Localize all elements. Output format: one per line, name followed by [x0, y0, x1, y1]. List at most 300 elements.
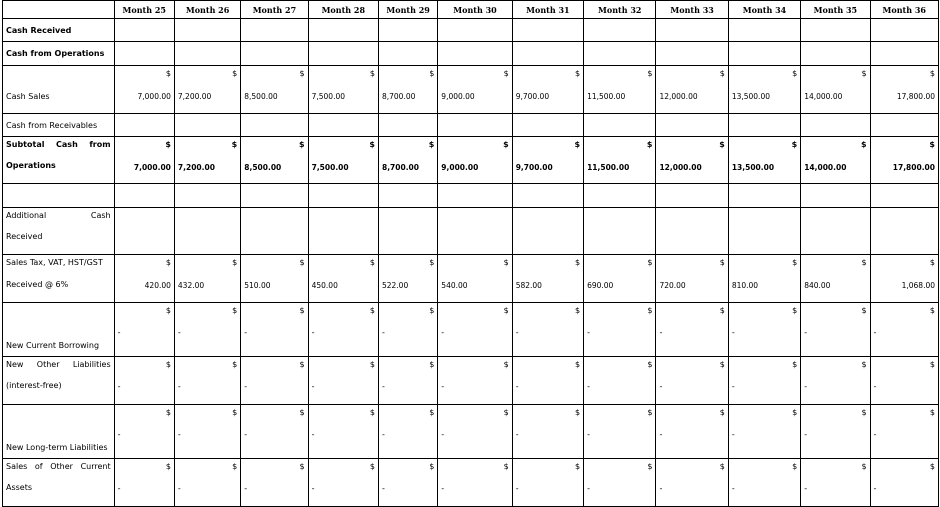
value-cell[interactable] [438, 459, 512, 507]
value-cell[interactable] [870, 255, 938, 303]
currency-symbol: $ [428, 140, 435, 149]
empty-cell[interactable] [114, 114, 174, 137]
label-line-1 [6, 211, 111, 220]
value-cell[interactable] [308, 255, 378, 303]
value-cell[interactable] [174, 255, 240, 303]
header-corner-cell[interactable] [3, 1, 115, 19]
amount-value: 8,700.00 [381, 163, 419, 172]
amount-value: 8,500.00 [244, 92, 278, 101]
label-new-current-borrowing[interactable] [3, 303, 115, 357]
empty-cell[interactable] [114, 208, 174, 255]
value-cell[interactable] [512, 405, 583, 459]
row-cash-from-receivables [3, 114, 939, 137]
header-row [3, 1, 939, 19]
amount-value: 9,000.00 [441, 92, 475, 101]
label-additional-cash[interactable] [3, 208, 115, 255]
dash-value: - [381, 328, 385, 337]
row-sales-other-current-assets [3, 459, 939, 507]
empty-cell[interactable] [114, 19, 174, 42]
label-new-long-term-liabilities[interactable] [3, 405, 115, 459]
amount-value: 8,700.00 [381, 92, 416, 101]
label-word: of [34, 462, 43, 471]
currency-symbol: $ [232, 462, 238, 471]
label-line-2: Received @ 6% [6, 280, 69, 289]
label-word: New [6, 360, 24, 369]
label-sales-other-current-assets[interactable] [3, 459, 115, 507]
empty-cell[interactable] [114, 184, 174, 208]
dash-value: - [381, 430, 385, 439]
currency-symbol: $ [792, 306, 798, 315]
label-word: Cash [90, 211, 111, 220]
empty-cell[interactable] [378, 19, 437, 42]
value-cell[interactable] [174, 303, 240, 357]
empty-cell[interactable] [584, 208, 656, 255]
label-text: Cash Received [6, 25, 72, 35]
label-cash-from-receivables[interactable] [3, 114, 115, 137]
dash-value: - [177, 382, 181, 391]
row-cash-received [3, 19, 939, 42]
currency-symbol: $ [792, 408, 798, 417]
currency-symbol: $ [503, 408, 509, 417]
value-cell[interactable] [241, 255, 308, 303]
empty-cell[interactable] [174, 208, 240, 255]
dash-value: - [659, 484, 663, 493]
empty-cell[interactable] [870, 42, 938, 66]
empty-cell[interactable] [378, 184, 437, 208]
currency-symbol: $ [503, 69, 509, 78]
value-cell[interactable] [174, 66, 240, 114]
label-line-1 [6, 140, 111, 149]
empty-cell[interactable] [584, 19, 656, 42]
dash-value: - [659, 430, 663, 439]
empty-cell[interactable] [241, 114, 308, 137]
value-cell[interactable] [241, 137, 308, 184]
amount-value: 12,000.00 [659, 163, 702, 172]
amount-value: 11,500.00 [587, 92, 626, 101]
dash-value: - [311, 430, 315, 439]
value-cell[interactable] [308, 66, 378, 114]
currency-symbol: $ [165, 408, 171, 417]
amount-value: 11,500.00 [587, 163, 630, 172]
value-cell[interactable] [584, 137, 656, 184]
value-cell[interactable] [512, 137, 583, 184]
value-cell[interactable] [114, 255, 174, 303]
month-header-cell[interactable]: Month 26 [174, 1, 240, 19]
value-cell[interactable] [378, 357, 437, 405]
value-cell[interactable] [584, 405, 656, 459]
value-cell[interactable] [174, 459, 240, 507]
label-line-1: Sales Tax, VAT, HST/GST [6, 258, 103, 267]
currency-symbol: $ [503, 306, 509, 315]
amount-value: 720.00 [659, 281, 686, 290]
value-cell[interactable] [870, 66, 938, 114]
currency-symbol: $ [792, 258, 798, 267]
currency-symbol: $ [574, 360, 581, 369]
currency-symbol: $ [860, 140, 867, 149]
empty-cell[interactable] [512, 114, 583, 137]
empty-cell[interactable] [378, 208, 437, 255]
value-cell[interactable] [241, 303, 308, 357]
empty-cell[interactable] [656, 42, 728, 66]
empty-cell[interactable] [870, 19, 938, 42]
value-cell[interactable] [656, 137, 728, 184]
month-header-cell[interactable]: Month 25 [114, 1, 174, 19]
value-cell[interactable] [870, 405, 938, 459]
currency-symbol: $ [231, 140, 238, 149]
value-cell[interactable] [241, 405, 308, 459]
empty-cell[interactable] [308, 208, 378, 255]
dash-value: - [311, 382, 315, 391]
month-header-cell[interactable]: Month 34 [728, 1, 800, 19]
value-cell[interactable] [728, 303, 800, 357]
dash-value: - [117, 382, 121, 391]
currency-symbol: $ [503, 360, 509, 369]
empty-cell[interactable] [174, 114, 240, 137]
label-line-1 [6, 360, 111, 369]
row-new-long-term-liabilities [3, 405, 939, 459]
dash-value: - [117, 328, 121, 337]
empty-cell[interactable] [438, 208, 512, 255]
empty-cell[interactable] [438, 184, 512, 208]
dash-value: - [873, 430, 877, 439]
currency-symbol: $ [861, 258, 867, 267]
value-cell[interactable] [114, 66, 174, 114]
currency-symbol: $ [503, 462, 509, 471]
value-cell[interactable] [801, 66, 870, 114]
empty-cell[interactable] [870, 208, 938, 255]
value-cell[interactable] [241, 66, 308, 114]
empty-cell[interactable] [870, 114, 938, 137]
currency-symbol: $ [429, 360, 435, 369]
currency-symbol: $ [929, 360, 935, 369]
month-header-cell[interactable]: Month 33 [656, 1, 728, 19]
currency-symbol: $ [719, 408, 725, 417]
empty-cell[interactable] [174, 19, 240, 42]
value-cell[interactable] [114, 137, 174, 184]
value-cell[interactable] [174, 405, 240, 459]
value-cell[interactable] [308, 459, 378, 507]
empty-cell[interactable] [801, 19, 870, 42]
currency-symbol: $ [719, 462, 725, 471]
currency-symbol: $ [503, 258, 509, 267]
row-new-other-liabilities [3, 357, 939, 405]
value-cell[interactable] [308, 357, 378, 405]
dash-value: - [311, 328, 315, 337]
currency-symbol: $ [232, 258, 238, 267]
empty-cell[interactable] [584, 184, 656, 208]
label-cash-from-operations[interactable] [3, 42, 115, 66]
value-cell[interactable] [438, 137, 512, 184]
value-cell[interactable] [870, 357, 938, 405]
value-cell[interactable] [512, 303, 583, 357]
value-cell[interactable] [378, 405, 437, 459]
empty-cell[interactable] [308, 114, 378, 137]
value-cell[interactable] [728, 66, 800, 114]
empty-cell[interactable] [728, 19, 800, 42]
currency-symbol: $ [647, 306, 653, 315]
value-cell[interactable] [378, 137, 437, 184]
month-header-cell[interactable]: Month 28 [308, 1, 378, 19]
dash-value: - [515, 328, 519, 337]
currency-symbol: $ [647, 69, 653, 78]
month-header-cell[interactable]: Month 31 [512, 1, 583, 19]
value-cell[interactable] [801, 255, 870, 303]
value-cell[interactable] [114, 303, 174, 357]
dash-value: - [515, 382, 519, 391]
value-cell[interactable] [801, 137, 870, 184]
currency-symbol: $ [165, 69, 171, 78]
currency-symbol: $ [719, 258, 725, 267]
dash-value: - [587, 382, 590, 391]
dash-value: - [587, 430, 590, 439]
currency-symbol: $ [232, 69, 238, 78]
amount-value: 540.00 [441, 281, 468, 290]
empty-cell[interactable] [241, 42, 308, 66]
amount-value: 1,068.00 [901, 281, 935, 290]
value-cell[interactable] [584, 357, 656, 405]
value-cell[interactable] [870, 137, 938, 184]
dash-value: - [244, 430, 248, 439]
value-cell[interactable] [308, 137, 378, 184]
currency-symbol: $ [719, 360, 725, 369]
value-cell[interactable] [584, 459, 656, 507]
empty-cell[interactable] [512, 19, 583, 42]
dash-value: - [731, 430, 735, 439]
currency-symbol: $ [232, 306, 238, 315]
dash-value: - [731, 328, 735, 337]
dash-value: - [804, 430, 808, 439]
value-cell[interactable] [870, 459, 938, 507]
currency-symbol: $ [861, 306, 867, 315]
value-cell[interactable] [241, 357, 308, 405]
row-cash-sales [3, 66, 939, 114]
empty-cell[interactable] [656, 184, 728, 208]
amount-value: 9,000.00 [441, 163, 479, 172]
empty-cell[interactable] [801, 184, 870, 208]
empty-cell[interactable] [308, 184, 378, 208]
currency-symbol: $ [429, 69, 435, 78]
dash-value: - [587, 484, 590, 493]
empty-label-cell[interactable] [3, 184, 115, 208]
cash-flow-table [2, 0, 939, 507]
dash-value: - [441, 430, 445, 439]
empty-cell[interactable] [114, 42, 174, 66]
dash-value: - [244, 382, 248, 391]
amount-value: 7,200.00 [177, 163, 215, 172]
empty-cell[interactable] [512, 208, 583, 255]
value-cell[interactable] [801, 405, 870, 459]
label-word: Liabilities [72, 360, 111, 369]
empty-cell[interactable] [656, 208, 728, 255]
empty-cell[interactable] [512, 42, 583, 66]
month-header-cell[interactable]: Month 35 [801, 1, 870, 19]
label-text: Cash Sales [6, 92, 50, 101]
currency-symbol: $ [574, 258, 581, 267]
value-cell[interactable] [241, 459, 308, 507]
empty-cell[interactable] [241, 184, 308, 208]
currency-symbol: $ [719, 69, 725, 78]
value-cell[interactable] [512, 66, 583, 114]
value-cell[interactable] [308, 303, 378, 357]
currency-symbol: $ [503, 140, 509, 149]
currency-symbol: $ [719, 140, 725, 149]
currency-symbol: $ [574, 306, 581, 315]
empty-cell[interactable] [728, 208, 800, 255]
currency-symbol: $ [574, 69, 581, 78]
value-cell[interactable] [438, 405, 512, 459]
amount-value: 810.00 [731, 281, 759, 290]
empty-cell[interactable] [438, 19, 512, 42]
currency-symbol: $ [369, 408, 375, 417]
value-cell[interactable] [308, 405, 378, 459]
empty-cell[interactable] [378, 114, 437, 137]
empty-cell[interactable] [801, 42, 870, 66]
amount-value: 7,500.00 [311, 163, 349, 172]
value-cell[interactable] [438, 303, 512, 357]
dash-value: - [731, 484, 735, 493]
value-cell[interactable] [728, 255, 800, 303]
currency-symbol: $ [861, 462, 867, 471]
value-cell[interactable] [378, 459, 437, 507]
empty-cell[interactable] [728, 42, 800, 66]
value-cell[interactable] [174, 357, 240, 405]
value-cell[interactable] [656, 255, 728, 303]
value-cell[interactable] [512, 357, 583, 405]
value-cell[interactable] [801, 357, 870, 405]
empty-cell[interactable] [728, 184, 800, 208]
empty-cell[interactable] [438, 42, 512, 66]
label-word: Subtotal [6, 140, 45, 149]
currency-symbol: $ [647, 462, 653, 471]
row-new-current-borrowing [3, 303, 939, 357]
dash-value: - [177, 430, 181, 439]
empty-cell[interactable] [870, 184, 938, 208]
currency-symbol: $ [369, 360, 375, 369]
month-header-cell[interactable]: Month 27 [241, 1, 308, 19]
value-cell[interactable] [378, 66, 437, 114]
amount-value: 420.00 [144, 281, 171, 290]
amount-value: 690.00 [587, 281, 614, 290]
label-cash-sales[interactable] [3, 66, 115, 114]
value-cell[interactable] [438, 357, 512, 405]
value-cell[interactable] [656, 66, 728, 114]
currency-symbol: $ [792, 360, 798, 369]
empty-cell[interactable] [584, 114, 656, 137]
empty-cell[interactable] [801, 208, 870, 255]
month-header-cell[interactable]: Month 36 [870, 1, 938, 19]
currency-symbol: $ [929, 306, 935, 315]
label-subtotal[interactable] [3, 137, 115, 184]
empty-cell[interactable] [438, 114, 512, 137]
value-cell[interactable] [728, 137, 800, 184]
dash-value: - [515, 484, 519, 493]
amount-value: 9,700.00 [515, 92, 550, 101]
empty-cell[interactable] [728, 114, 800, 137]
amount-value: 13,500.00 [731, 92, 770, 101]
value-cell[interactable] [114, 405, 174, 459]
value-cell[interactable] [801, 303, 870, 357]
value-cell[interactable] [656, 405, 728, 459]
currency-symbol: $ [647, 408, 653, 417]
currency-symbol: $ [165, 360, 171, 369]
empty-cell[interactable] [656, 19, 728, 42]
currency-symbol: $ [574, 462, 581, 471]
month-header-cell[interactable]: Month 30 [438, 1, 512, 19]
value-cell[interactable] [728, 459, 800, 507]
dash-value: - [381, 382, 385, 391]
empty-cell[interactable] [308, 42, 378, 66]
month-header-cell[interactable]: Month 29 [378, 1, 437, 19]
currency-symbol: $ [165, 462, 171, 471]
amount-value: 7,500.00 [311, 92, 346, 101]
empty-cell[interactable] [378, 42, 437, 66]
value-cell[interactable] [438, 66, 512, 114]
label-word: Cash [56, 140, 78, 149]
currency-symbol: $ [232, 408, 238, 417]
value-cell[interactable] [728, 357, 800, 405]
amount-value: 17,800.00 [896, 92, 935, 101]
empty-cell[interactable] [584, 42, 656, 66]
value-cell[interactable] [728, 405, 800, 459]
empty-cell[interactable] [174, 42, 240, 66]
label-cash-received[interactable] [3, 19, 115, 42]
empty-cell[interactable] [801, 114, 870, 137]
currency-symbol: $ [861, 408, 867, 417]
value-cell[interactable] [584, 303, 656, 357]
currency-symbol: $ [646, 140, 653, 149]
amount-value: 7,200.00 [177, 92, 212, 101]
label-sales-tax[interactable] [3, 255, 115, 303]
value-cell[interactable] [584, 255, 656, 303]
value-cell[interactable] [512, 459, 583, 507]
value-cell[interactable] [584, 66, 656, 114]
value-cell[interactable] [378, 303, 437, 357]
empty-cell[interactable] [656, 114, 728, 137]
value-cell[interactable] [656, 303, 728, 357]
label-line-2: Received [6, 232, 43, 241]
empty-cell[interactable] [308, 19, 378, 42]
empty-cell[interactable] [241, 19, 308, 42]
empty-cell[interactable] [241, 208, 308, 255]
currency-symbol: $ [574, 408, 581, 417]
value-cell[interactable] [656, 357, 728, 405]
currency-symbol: $ [369, 462, 375, 471]
value-cell[interactable] [801, 459, 870, 507]
dash-value: - [244, 484, 248, 493]
label-new-other-liabilities[interactable] [3, 357, 115, 405]
amount-value: 840.00 [804, 281, 831, 290]
value-cell[interactable] [114, 357, 174, 405]
currency-symbol: $ [574, 140, 581, 149]
value-cell[interactable] [378, 255, 437, 303]
empty-cell[interactable] [174, 184, 240, 208]
value-cell[interactable] [174, 137, 240, 184]
value-cell[interactable] [870, 303, 938, 357]
dash-value: - [244, 328, 248, 337]
currency-symbol: $ [791, 140, 798, 149]
empty-cell[interactable] [512, 184, 583, 208]
dash-value: - [873, 484, 877, 493]
month-header-cell[interactable]: Month 32 [584, 1, 656, 19]
label-text: Cash from Operations [6, 49, 105, 58]
value-cell[interactable] [656, 459, 728, 507]
value-cell[interactable] [438, 255, 512, 303]
dash-value: - [117, 484, 121, 493]
value-cell[interactable] [114, 459, 174, 507]
dash-value: - [587, 328, 590, 337]
currency-symbol: $ [299, 462, 305, 471]
value-cell[interactable] [512, 255, 583, 303]
